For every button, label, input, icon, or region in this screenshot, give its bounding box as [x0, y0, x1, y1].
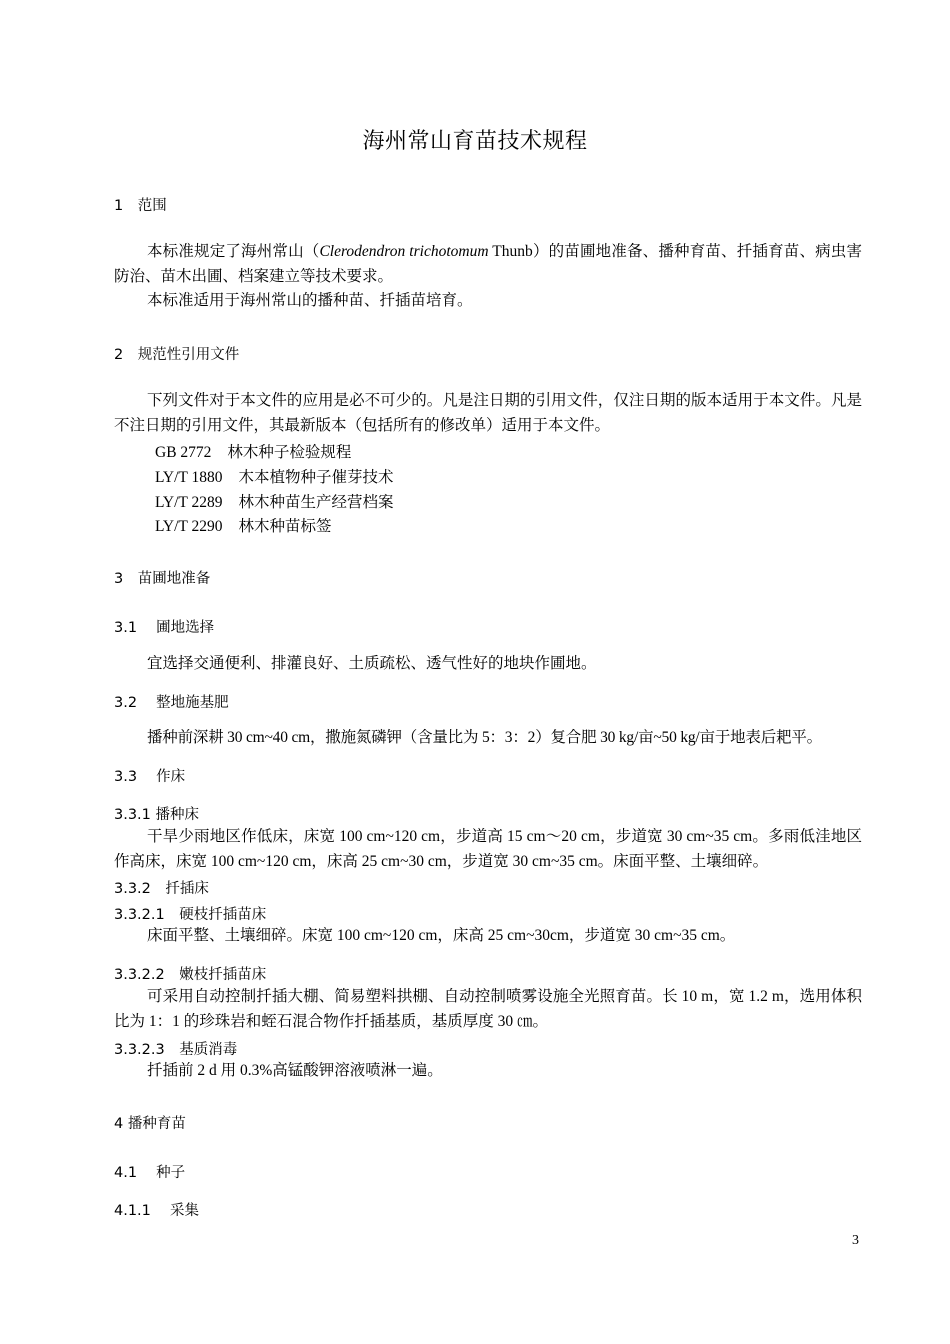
section-1-paragraph-2: 本标准适用于海州常山的播种苗、扦插苗培育。 [147, 292, 473, 309]
reference-code: LY/T 2289 [155, 494, 223, 511]
reference-code: GB 2772 [155, 444, 212, 461]
section-3-3-2-2-heading: 3.3.2.2 嫩枝扦插苗床 [114, 967, 267, 983]
reference-code: LY/T 2290 [155, 518, 223, 535]
document-title: 海州常山育苗技术规程 [362, 129, 588, 154]
page-number: 3 [852, 1233, 859, 1248]
section-3-heading: 3 苗圃地准备 [114, 571, 211, 587]
reference-item [155, 465, 394, 487]
text-fragment: Thunb）的苗圃地准备、播种育苗、扦插育苗、病虫害防治、苗木出圃、档案建立等技术要求。 [114, 243, 862, 285]
section-3-3-2-3-heading: 3.3.2.3 基质消毒 [114, 1042, 238, 1058]
section-3-1-paragraph: 宜选择交通便利、排灌良好、土质疏松、透气性好的地块作圃地。 [147, 655, 597, 672]
section-3-3-2-1-heading: 3.3.2.1 硬枝扦插苗床 [114, 907, 267, 923]
section-3-2-paragraph: 播种前深耕 30 cm~40 cm，撒施氮磷钾（含量比为 5：3：2）复合肥 30 kg/亩~50 kg/亩于地表后耙平。 [147, 729, 822, 746]
reference-title: 林木种子检验规程 [227, 444, 352, 461]
section-2-heading: 2 规范性引用文件 [114, 347, 240, 363]
section-3-3-2-heading: 3.3.2 扦插床 [114, 881, 209, 897]
section-1-heading: 1 范围 [114, 198, 167, 214]
reference-title: 木本植物种子催芽技术 [238, 469, 394, 486]
section-3-3-1-heading: 3.3.1 播种床 [114, 807, 200, 823]
reference-code: LY/T 1880 [155, 469, 223, 486]
section-3-3-1-paragraph: 干旱少雨地区作低床，床宽 100 cm~120 cm，步道高 15 cm～20 cm，步道宽 30 cm~35 cm。多雨低洼地区作高床，床宽 100 cm~120 cm，床高 25 cm~30 cm，步道宽 30 cm~35 cm。床面平整、土壤细碎。 [114, 828, 862, 870]
latin-name: Clerodendron trichotomum [319, 243, 489, 260]
section-3-1-heading: 3.1 圃地选择 [114, 620, 215, 636]
section-3-3-2-3-paragraph: 扦插前 2 d 用 0.3%高锰酸钾溶液喷淋一遍。 [147, 1062, 443, 1079]
text-fragment: 本标准规定了海州常山（ [147, 243, 320, 260]
section-3-3-2-1-paragraph: 床面平整、土壤细碎。床宽 100 cm~120 cm，床高 25 cm~30cm，步道宽 30 cm~35 cm。 [147, 927, 736, 944]
section-4-heading: 4 播种育苗 [114, 1116, 186, 1132]
section-4-1-1-heading: 4.1.1 采集 [114, 1203, 200, 1219]
section-3-2-heading: 3.2 整地施基肥 [114, 695, 229, 711]
section-4-1-heading: 4.1 种子 [114, 1165, 186, 1181]
section-2-paragraph: 下列文件对于本文件的应用是必不可少的。凡是注日期的引用文件，仅注日期的版本适用于本文件。凡是不注日期的引用文件，其最新版本（包括所有的修改单）适用于本文件。 [114, 392, 862, 434]
section-1-paragraph-1 [114, 240, 862, 289]
reference-item [155, 490, 394, 512]
reference-item [155, 440, 351, 462]
reference-item [155, 514, 332, 536]
reference-title: 林木种苗生产经营档案 [238, 494, 394, 511]
reference-title: 林木种苗标签 [238, 518, 332, 535]
section-3-3-heading: 3.3 作床 [114, 769, 186, 785]
section-3-3-2-2-paragraph: 可采用自动控制扦插大棚、简易塑料拱棚、自动控制喷雾设施全光照育苗。长 10 m，宽 1.2 m，选用体积比为 1：1 的珍珠岩和蛭石混合物作扦插基质，基质厚度 30 ㎝。 [114, 988, 862, 1030]
